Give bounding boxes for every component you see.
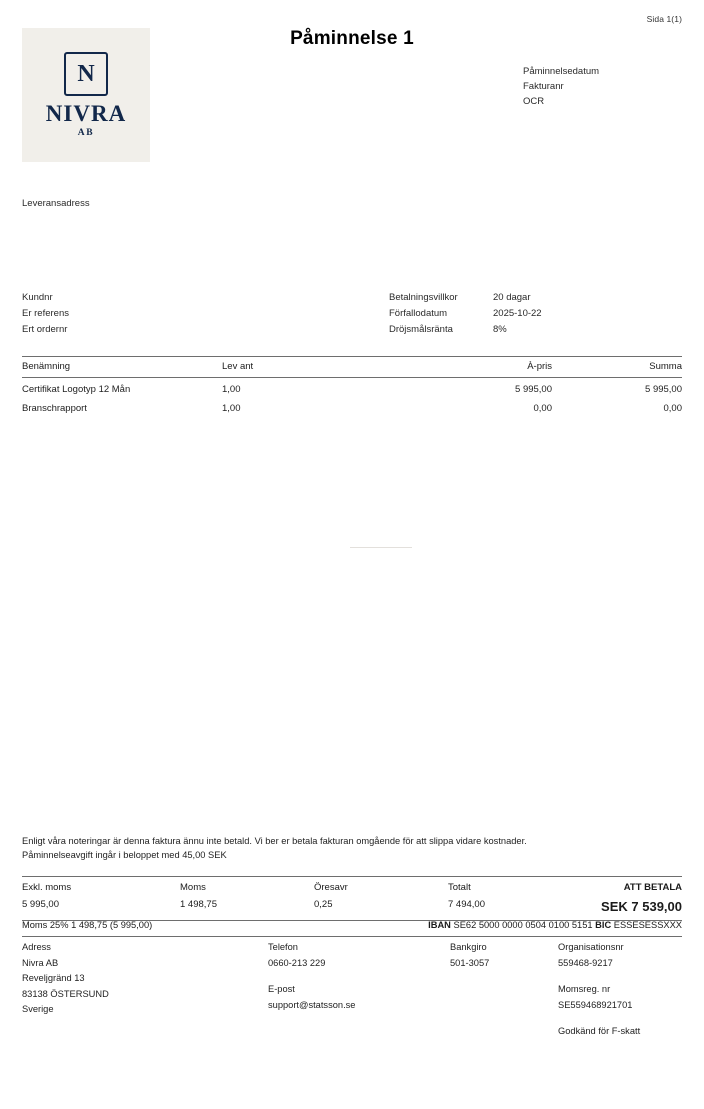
footer-bankgiro-column <box>450 940 558 1040</box>
reminder-notice-line-2: Påminnelseavgift ingår i beloppet med 45,00 SEK <box>22 850 227 860</box>
item-unit-price: 5 995,00 <box>515 384 552 395</box>
item-quantity: 1,00 <box>222 384 241 395</box>
page-title: Påminnelse 1 <box>290 28 414 49</box>
item-quantity: 1,00 <box>222 403 241 414</box>
bank-details <box>428 920 682 930</box>
footer-city: 83138 ÖSTERSUND <box>22 988 109 999</box>
ocr-label: OCR <box>523 96 545 107</box>
footer-contact-column <box>268 940 450 1040</box>
column-header-sum: Summa <box>552 357 682 378</box>
terms-value: 2025-10-22 <box>493 308 542 319</box>
terms-value: 20 dagar <box>493 292 531 303</box>
totals-header-row <box>22 882 682 893</box>
terms-value: 8% <box>493 324 507 335</box>
totals-value-vat: 1 498,75 <box>180 899 217 910</box>
reminder-date-label: Påminnelsedatum <box>523 66 600 77</box>
logo-monogram-icon <box>64 52 108 96</box>
totals-section <box>22 876 682 921</box>
totals-header-total: Totalt <box>448 882 471 893</box>
vat-and-bank-line <box>22 920 682 937</box>
totals-value-total: 7 494,00 <box>448 899 485 910</box>
terms-label: Förfallodatum <box>389 308 448 319</box>
footer-org-column <box>558 940 684 1040</box>
your-order-number-label: Ert ordernr <box>22 324 68 335</box>
delivery-address-label: Leveransadress <box>22 198 90 209</box>
item-description: Certifikat Logotyp 12 Mån <box>22 384 131 395</box>
your-reference-label: Er referens <box>22 308 69 319</box>
terms-row <box>389 322 542 338</box>
footer-address-heading: Adress <box>22 942 51 952</box>
table-row <box>22 397 682 416</box>
item-sum: 0,00 <box>663 403 682 414</box>
totals-value-to-pay: SEK 7 539,00 <box>601 899 682 914</box>
footer-company-name: Nivra AB <box>22 957 59 968</box>
column-header-description: Benämning <box>22 357 222 378</box>
terms-label: Betalningsvillkor <box>389 292 458 303</box>
item-description: Branschrapport <box>22 403 87 414</box>
bic-value: ESSESESSXXX <box>613 920 682 930</box>
footer-org-value: 559468-9217 <box>558 957 613 968</box>
footer-phone-value: 0660-213 229 <box>268 957 326 968</box>
header-meta <box>523 64 599 109</box>
invoice-number-label: Fakturanr <box>523 81 564 92</box>
totals-header-vat: Moms <box>180 882 206 893</box>
footer-country: Sverige <box>22 1004 54 1014</box>
footer-spacer <box>268 971 450 982</box>
terms-row <box>389 306 542 322</box>
payment-terms-block <box>389 290 542 338</box>
page-number: Sida 1(1) <box>646 14 682 24</box>
footer-street: Reveljgränd 13 <box>22 973 85 983</box>
totals-value-excl-vat: 5 995,00 <box>22 899 59 910</box>
footer <box>22 940 684 1040</box>
terms-row <box>389 290 542 306</box>
column-header-quantity: Lev ant <box>222 357 372 378</box>
table-header-row <box>22 357 682 378</box>
totals-header-to-pay: ATT BETALA <box>623 882 682 893</box>
bic-label: BIC <box>595 920 612 930</box>
reminder-notice <box>22 834 684 862</box>
footer-email-heading: E-post <box>268 984 295 994</box>
totals-value-rounding: 0,25 <box>314 899 333 910</box>
vat-specification: Moms 25% 1 498,75 (5 995,00) <box>22 920 153 930</box>
totals-header-excl-vat: Exkl. moms <box>22 882 72 893</box>
reminder-notice-line-1: Enligt våra noteringar är denna faktura ännu inte betald. Vi ber er betala fakturan omgående för att slippa vidare kostnader. <box>22 836 527 846</box>
footer-phone-heading: Telefon <box>268 942 298 952</box>
footer-vat-heading: Momsreg. nr <box>558 984 611 994</box>
item-unit-price: 0,00 <box>533 403 552 414</box>
customer-number-label: Kundnr <box>22 292 53 303</box>
totals-header-rounding: Öresavr <box>314 882 348 893</box>
logo-wordmark: NIVRA <box>45 101 127 127</box>
footer-address-column <box>22 940 268 1040</box>
footer-vat-value: SE559468921701 <box>558 999 633 1010</box>
customer-block <box>22 290 69 338</box>
scan-artifact <box>350 547 412 548</box>
footer-spacer <box>558 1013 684 1024</box>
terms-label: Dröjsmålsränta <box>389 324 453 335</box>
column-header-unit-price: À-pris <box>372 357 552 378</box>
table-row <box>22 378 682 398</box>
footer-org-heading: Organisationsnr <box>558 942 624 952</box>
line-items-table <box>22 356 682 416</box>
logo-subtitle: AB <box>77 127 95 138</box>
company-logo <box>22 28 150 162</box>
logo-monogram-letter: N <box>77 61 95 88</box>
footer-email-value: support@statsson.se <box>268 999 356 1010</box>
footer-spacer <box>558 971 684 982</box>
footer-bankgiro-value: 501-3057 <box>450 957 490 968</box>
totals-value-row <box>22 899 682 914</box>
footer-bankgiro-heading: Bankgiro <box>450 942 487 952</box>
iban-label: IBAN <box>428 920 451 930</box>
footer-f-tax-approved: Godkänd för F-skatt <box>558 1026 641 1036</box>
item-sum: 5 995,00 <box>645 384 682 395</box>
iban-value: SE62 5000 0000 0504 0100 5151 <box>453 920 593 930</box>
